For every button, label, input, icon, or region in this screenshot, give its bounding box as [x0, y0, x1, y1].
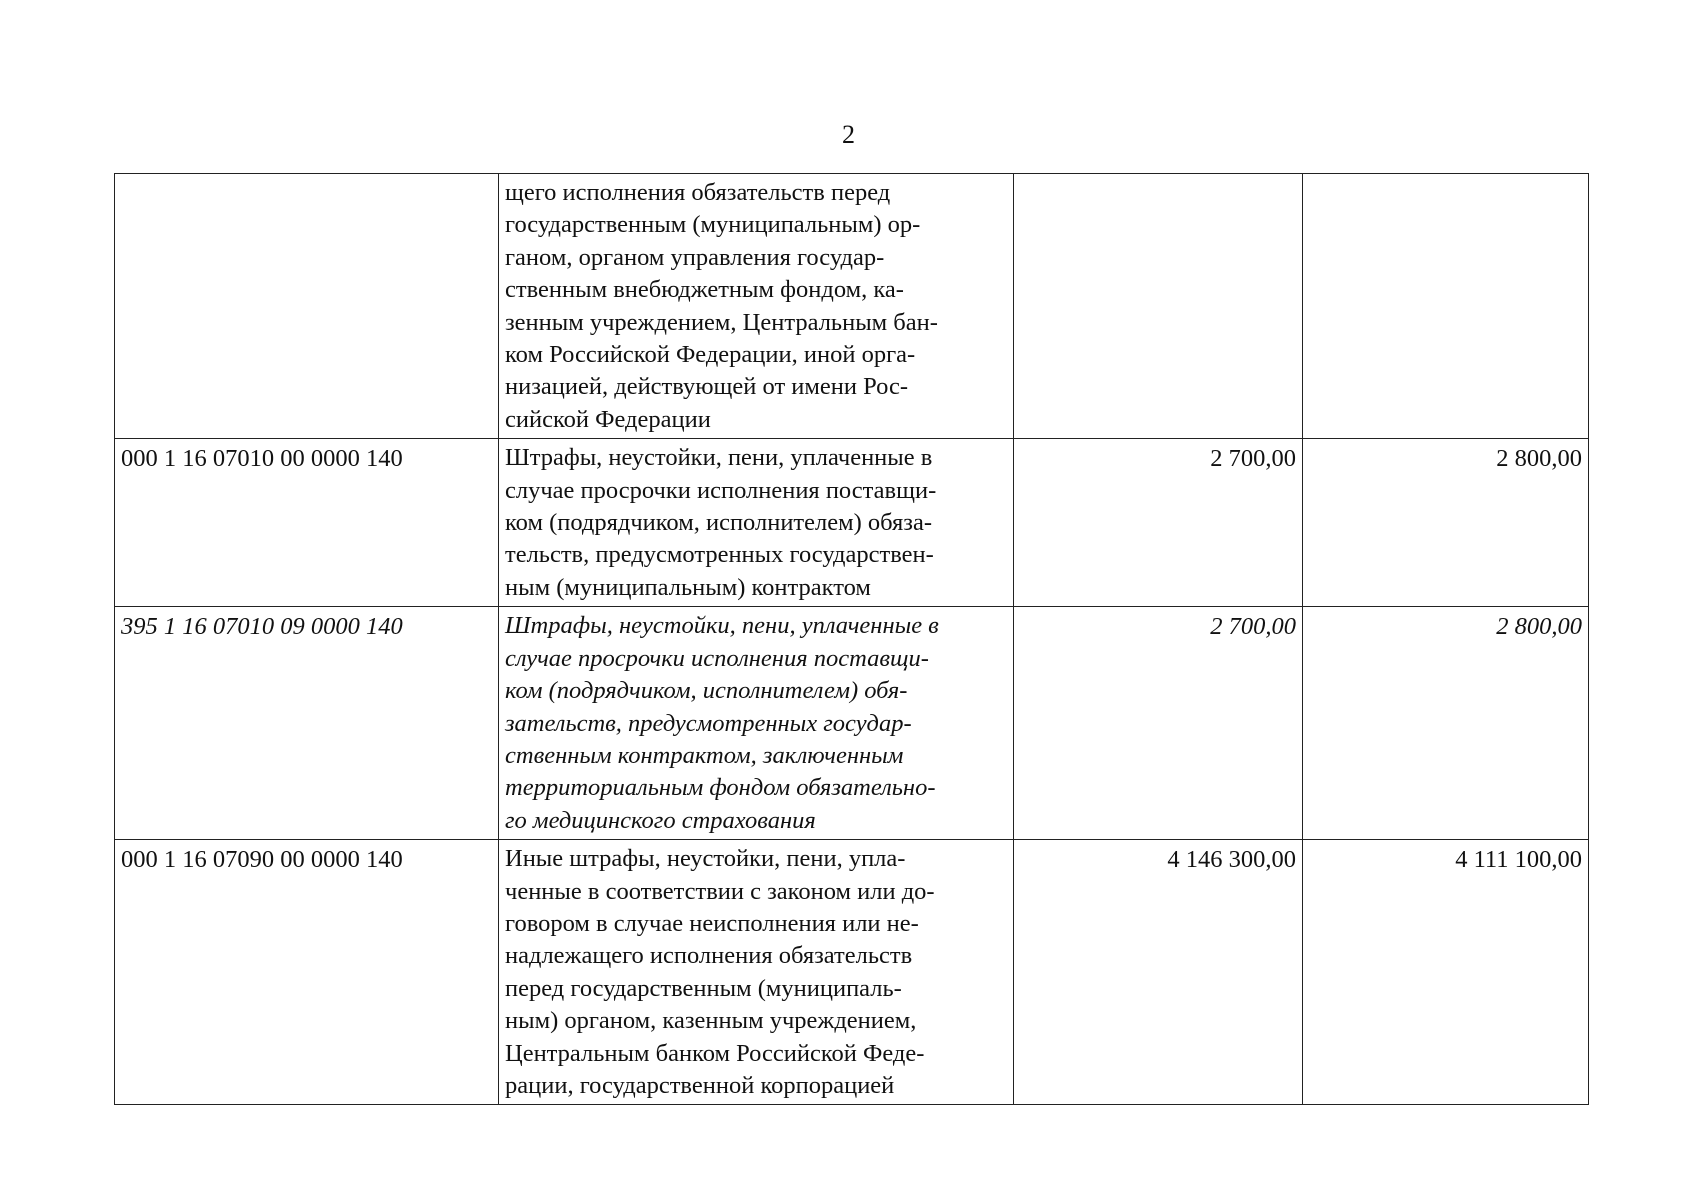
table-row [115, 607, 1589, 840]
name-line: Штрафы, неустойки, пени, уплаченные в [505, 444, 933, 472]
amount-year1-cell: 4 146 300,00 [1014, 840, 1303, 1105]
amount-year2-cell: 2 800,00 [1303, 439, 1589, 607]
amount-year2-cell: 4 111 100,00 [1303, 840, 1589, 1105]
table-row [115, 174, 1589, 439]
name-line: ственным внебюджетным фондом, ка- [505, 276, 904, 304]
name-line: ным (муниципальным) контрактом [505, 573, 871, 601]
name-line: Центральным банком Российской Феде- [505, 1039, 925, 1067]
name-line: ком (подрядчиком, исполнителем) обя- [505, 677, 908, 705]
name-line: Иные штрафы, неустойки, пени, упла- [505, 845, 906, 873]
name-line: тельств, предусмотренных государствен- [505, 541, 934, 569]
revenue-code-cell: 000 1 16 07090 00 0000 140 [115, 840, 499, 1105]
name-line: говором в случае неисполнения или не- [505, 909, 919, 937]
name-line: Штрафы, неустойки, пени, уплаченные в [505, 612, 939, 640]
name-line: зательств, предусмотренных государ- [505, 709, 912, 737]
revenue-name-cell [499, 607, 1014, 840]
name-line: ком (подрядчиком, исполнителем) обяза- [505, 509, 932, 537]
amount-year1-cell [1014, 174, 1303, 439]
name-line: ком Российской Федерации, иной орга- [505, 341, 916, 369]
name-line: надлежащего исполнения обязательств [505, 942, 913, 970]
name-line: ганом, органом управления государ- [505, 243, 885, 271]
revenue-name-cell [499, 840, 1014, 1105]
page-number: 2 [842, 120, 855, 149]
name-line: сийской Федерации [505, 405, 711, 433]
name-line: щего исполнения обязательств перед [505, 179, 891, 206]
name-line: территориальным фондом обязательно- [505, 774, 936, 802]
revenue-name-cell [499, 174, 1014, 439]
name-line: рации, государственной корпорацией [505, 1071, 895, 1099]
name-line: низацией, действующей от имени Рос- [505, 373, 909, 401]
name-line: случае просрочки исполнения поставщи- [505, 476, 937, 504]
amount-year1-cell: 2 700,00 [1014, 439, 1303, 607]
name-line: ченные в соответствии с законом или до- [505, 877, 935, 905]
table-row [115, 840, 1589, 1105]
name-line: государственным (муниципальным) ор- [505, 211, 921, 239]
name-line: зенным учреждением, Центральным бан- [505, 308, 938, 336]
revenue-code-cell: 000 1 16 07010 00 0000 140 [115, 439, 499, 607]
name-line: ственным контрактом, заключенным [505, 741, 904, 769]
revenue-name-cell [499, 439, 1014, 607]
table-row [115, 439, 1589, 607]
amount-year2-cell: 2 800,00 [1303, 607, 1589, 840]
revenue-table [114, 173, 1589, 1105]
revenue-code-cell [115, 174, 499, 439]
name-line: перед государственным (муниципаль- [505, 974, 902, 1002]
amount-year1-cell: 2 700,00 [1014, 607, 1303, 840]
name-line: го медицинского страхования [505, 806, 816, 834]
name-line: ным) органом, казенным учреждением, [505, 1007, 917, 1035]
revenue-code-cell: 395 1 16 07010 09 0000 140 [115, 607, 499, 840]
amount-year2-cell [1303, 174, 1589, 439]
name-line: случае просрочки исполнения поставщи- [505, 644, 929, 672]
